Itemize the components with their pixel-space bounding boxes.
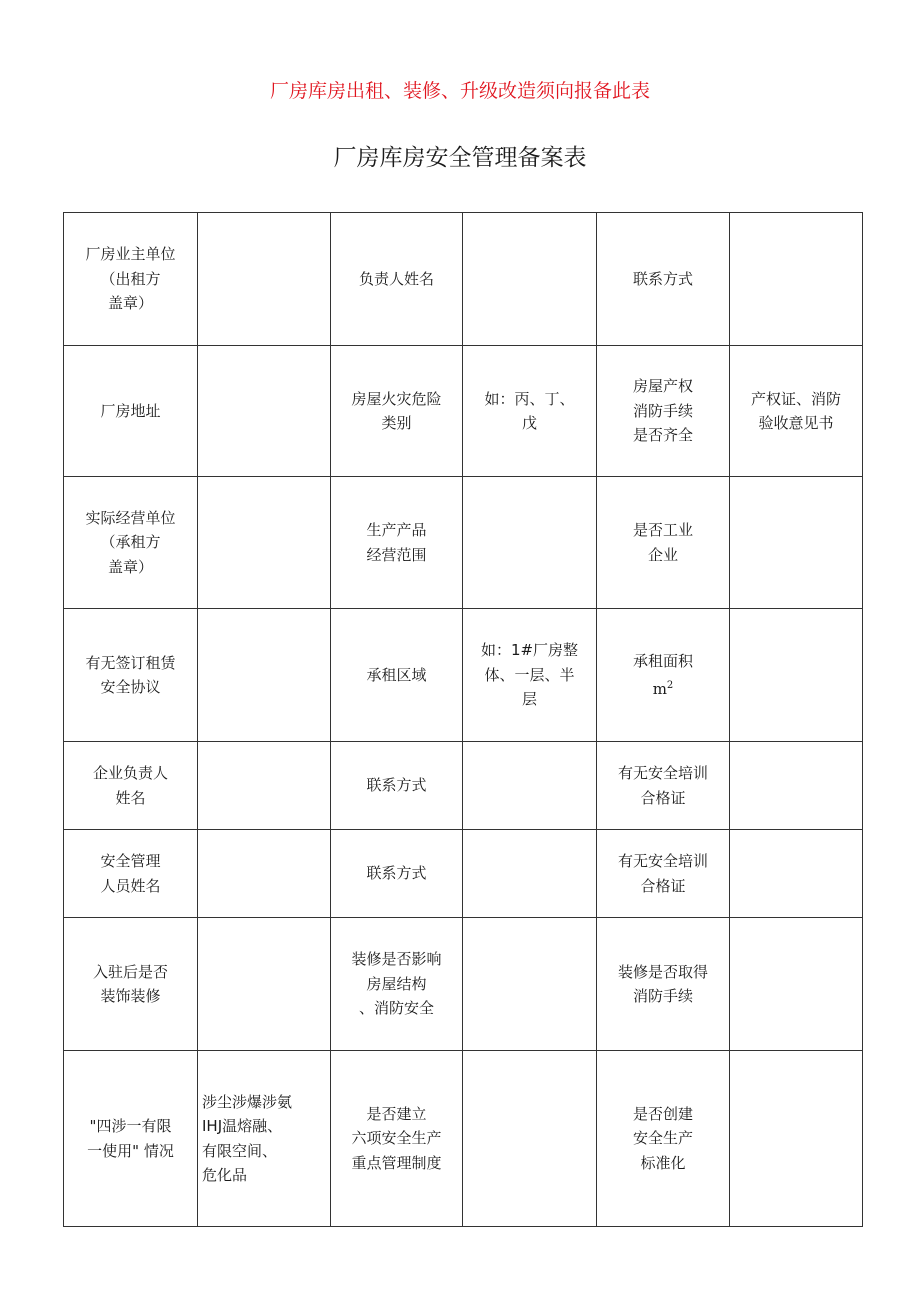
- table-row-enterprise-head: [64, 742, 863, 830]
- field-safety-systems[interactable]: [463, 1051, 597, 1227]
- field-head-training-cert[interactable]: [730, 742, 863, 830]
- label-manager-training-cert: 有无安全培训 合格证: [597, 830, 730, 918]
- table-row-operator: [64, 477, 863, 609]
- field-owner-unit[interactable]: [198, 213, 331, 346]
- label-renovation: 入驻后是否 装饰装修: [64, 918, 198, 1051]
- field-renovation-fire-permit[interactable]: [730, 918, 863, 1051]
- field-renovation[interactable]: [198, 918, 331, 1051]
- field-safety-manager-phone[interactable]: [463, 830, 597, 918]
- field-factory-address[interactable]: [198, 346, 331, 477]
- leased-size-unit: [601, 674, 725, 702]
- label-factory-address: 厂房地址: [64, 346, 198, 477]
- field-enterprise-head-name[interactable]: [198, 742, 331, 830]
- field-operator-unit[interactable]: [198, 477, 331, 609]
- label-owner-contact-name: 负责人姓名: [331, 213, 463, 346]
- unit-superscript: 2: [666, 680, 674, 691]
- field-industrial-enterprise[interactable]: [730, 477, 863, 609]
- leased-size-label: 承租面积: [632, 651, 693, 670]
- label-safety-manager-phone: 联系方式: [331, 830, 463, 918]
- table-row-safety-manager: [64, 830, 863, 918]
- label-fire-hazard-class: 房屋火灾危险 类别: [331, 346, 463, 477]
- unit-m: m: [652, 680, 667, 698]
- label-head-training-cert: 有无安全培训 合格证: [597, 742, 730, 830]
- form-title: 厂房库房安全管理备案表: [333, 145, 587, 171]
- label-four-hazards: "四涉一有限 一使用" 情况: [64, 1051, 198, 1227]
- label-owner-phone: 联系方式: [597, 213, 730, 346]
- field-manager-training-cert[interactable]: [730, 830, 863, 918]
- table-row-address: [64, 346, 863, 477]
- field-leased-size[interactable]: [730, 609, 863, 742]
- field-hazard-types: 涉尘涉爆涉氨 IHJ温熔融、 有限空间、 危化品: [198, 1051, 331, 1227]
- field-leased-area[interactable]: 如：1#厂房整 体、一层、半 层: [463, 609, 597, 742]
- field-enterprise-head-phone[interactable]: [463, 742, 597, 830]
- filing-notice: 厂房库房出租、装修、升级改造须向报备此表: [269, 80, 650, 102]
- label-business-scope: 生产产品 经营范围: [331, 477, 463, 609]
- label-owner-unit: 厂房业主单位 （出租方 盖章）: [64, 213, 198, 346]
- label-leased-size: [597, 609, 730, 742]
- label-property-fire-docs: 房屋产权 消防手续 是否齐全: [597, 346, 730, 477]
- label-enterprise-head-name: 企业负责人 姓名: [64, 742, 198, 830]
- label-renovation-impact: 装修是否影响 房屋结构 、消防安全: [331, 918, 463, 1051]
- field-fire-hazard-class[interactable]: 如：丙、丁、 戊: [463, 346, 597, 477]
- field-lease-safety-agreement[interactable]: [198, 609, 331, 742]
- table-row-renovation: [64, 918, 863, 1051]
- label-industrial-enterprise: 是否工业 企业: [597, 477, 730, 609]
- label-renovation-fire-permit: 装修是否取得 消防手续: [597, 918, 730, 1051]
- table-row-lease: [64, 609, 863, 742]
- label-standardization: 是否创建 安全生产 标准化: [597, 1051, 730, 1227]
- field-owner-phone[interactable]: [730, 213, 863, 346]
- label-safety-systems: 是否建立 六项安全生产 重点管理制度: [331, 1051, 463, 1227]
- filing-table: [63, 212, 863, 1227]
- field-property-fire-docs[interactable]: 产权证、消防 验收意见书: [730, 346, 863, 477]
- label-leased-area: 承租区域: [331, 609, 463, 742]
- label-safety-manager-name: 安全管理 人员姓名: [64, 830, 198, 918]
- field-standardization[interactable]: [730, 1051, 863, 1227]
- label-operator-unit: 实际经营单位 （承租方 盖章）: [64, 477, 198, 609]
- field-safety-manager-name[interactable]: [198, 830, 331, 918]
- label-enterprise-head-phone: 联系方式: [331, 742, 463, 830]
- field-business-scope[interactable]: [463, 477, 597, 609]
- label-lease-safety-agreement: 有无签订租赁 安全协议: [64, 609, 198, 742]
- field-owner-contact-name[interactable]: [463, 213, 597, 346]
- table-row-owner: [64, 213, 863, 346]
- table-row-hazards: [64, 1051, 863, 1227]
- field-renovation-impact[interactable]: [463, 918, 597, 1051]
